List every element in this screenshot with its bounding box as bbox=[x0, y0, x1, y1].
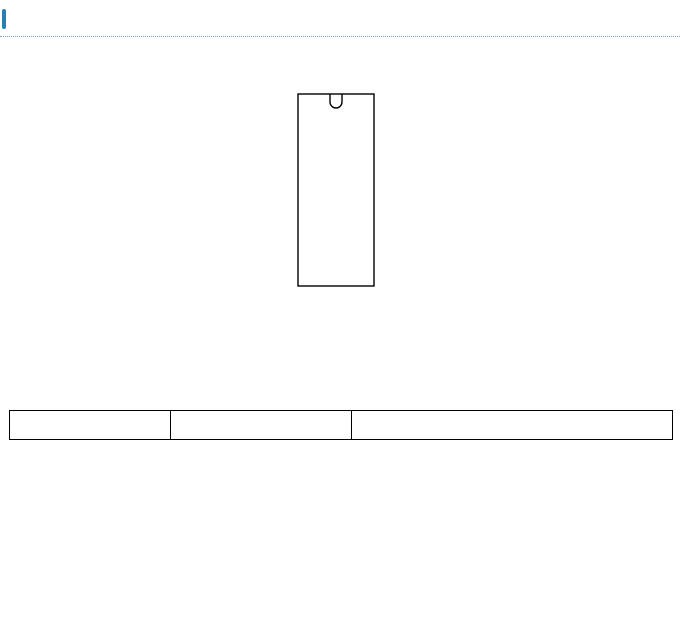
ic-pinout-svg bbox=[240, 88, 440, 308]
header-pin-no bbox=[10, 411, 171, 440]
header-divider bbox=[0, 36, 680, 37]
table-header-row bbox=[10, 411, 673, 440]
header-symbol bbox=[171, 411, 352, 440]
header-name-function bbox=[352, 411, 673, 440]
header-accent-bar bbox=[2, 9, 6, 29]
pin-configuration-diagram bbox=[240, 88, 440, 308]
ic-body bbox=[298, 94, 374, 286]
pin-description-table bbox=[9, 410, 673, 440]
section-header bbox=[0, 0, 680, 38]
